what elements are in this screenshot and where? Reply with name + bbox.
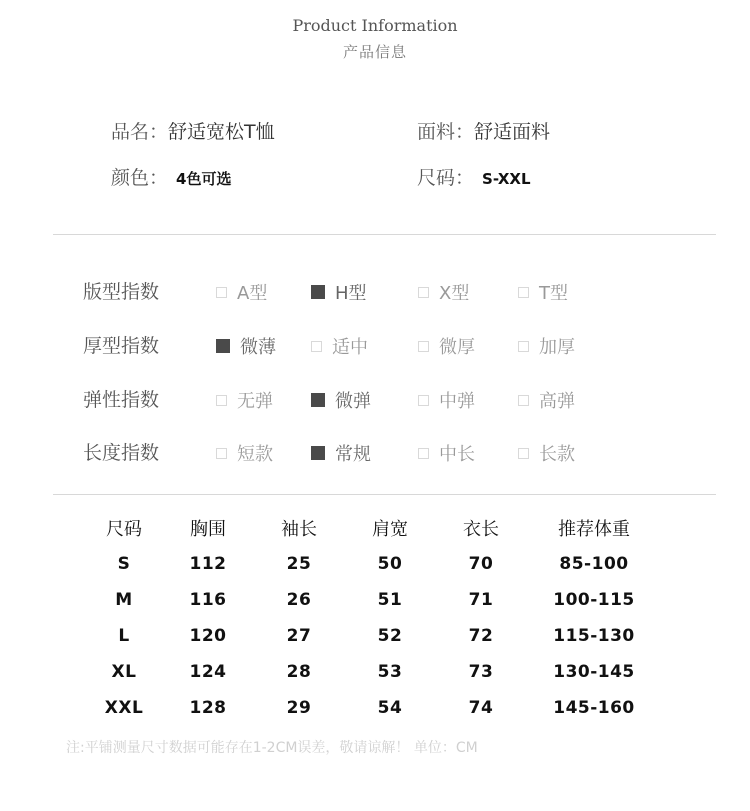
- unchecked-box-icon: [418, 395, 429, 406]
- info-color-value: 4色可选: [176, 170, 232, 188]
- table-header-cell: 胸围: [190, 519, 226, 540]
- header-title-en: Product Information: [292, 16, 458, 35]
- table-cell: XL: [111, 662, 137, 682]
- table-cell: L: [118, 626, 130, 646]
- index-option-label: 微薄: [240, 337, 276, 358]
- unchecked-box-icon: [216, 448, 227, 459]
- unchecked-box-icon: [518, 341, 529, 352]
- unchecked-box-icon: [418, 448, 429, 459]
- checked-box-icon: [311, 446, 325, 460]
- index-option: [216, 440, 273, 466]
- unchecked-box-icon: [518, 395, 529, 406]
- divider-bottom: [53, 494, 716, 495]
- info-fabric-label: 面料：: [417, 121, 475, 143]
- info-fabric-value: 舒适面料: [474, 121, 551, 143]
- measurement-note: 注:平铺测量尺寸数据可能存在1-2CM误差，敬请谅解！ 单位：CM: [66, 740, 478, 756]
- table-header-cell: 肩宽: [372, 519, 408, 540]
- header-title-zh: 产品信息: [342, 43, 407, 61]
- table-cell: 85-100: [559, 554, 629, 574]
- unchecked-box-icon: [216, 395, 227, 406]
- table-cell: 130-145: [553, 662, 635, 682]
- index-option: [311, 440, 371, 466]
- table-header-cell: 衣长: [463, 519, 499, 540]
- table-cell: 50: [377, 554, 403, 574]
- index-option-label: 中长: [439, 444, 475, 465]
- index-option-label: X型: [439, 283, 470, 304]
- table-cell: 116: [189, 590, 227, 610]
- table-cell: 52: [377, 626, 403, 646]
- index-option: [518, 279, 568, 305]
- index-option: [216, 279, 267, 305]
- index-option: [216, 387, 273, 413]
- index-option-label: 适中: [332, 337, 368, 358]
- unchecked-box-icon: [418, 341, 429, 352]
- unchecked-box-icon: [216, 287, 227, 298]
- table-cell: 120: [189, 626, 227, 646]
- info-size-value: S-XXL: [482, 170, 531, 188]
- table-cell: 28: [286, 662, 312, 682]
- table-cell: XXL: [104, 698, 144, 718]
- index-option-label: 无弹: [237, 391, 273, 412]
- index-label: 弹性指数: [83, 389, 160, 411]
- index-option: [311, 279, 367, 305]
- info-name-value: 舒适宽松T恤: [168, 121, 275, 143]
- table-cell: 74: [468, 698, 494, 718]
- index-option: [418, 333, 475, 359]
- table-cell: 70: [468, 554, 494, 574]
- index-label: 版型指数: [83, 281, 160, 303]
- table-cell: 51: [377, 590, 403, 610]
- index-option: [216, 333, 276, 359]
- checked-box-icon: [216, 339, 230, 353]
- table-cell: M: [115, 590, 133, 610]
- table-header-cell: 推荐体重: [558, 519, 630, 540]
- table-cell: 26: [286, 590, 312, 610]
- table-cell: 115-130: [553, 626, 635, 646]
- table-cell: 72: [468, 626, 494, 646]
- index-label: 长度指数: [83, 442, 160, 464]
- info-name: [111, 117, 275, 144]
- index-option-label: H型: [335, 283, 367, 304]
- unchecked-box-icon: [518, 287, 529, 298]
- index-option: [418, 387, 475, 413]
- checked-box-icon: [311, 393, 325, 407]
- info-fabric: [417, 117, 550, 144]
- index-option: [418, 440, 475, 466]
- info-size-label: 尺码：: [417, 167, 475, 189]
- table-header-cell: 袖长: [281, 519, 317, 540]
- table-cell: 128: [189, 698, 227, 718]
- table-cell: 27: [286, 626, 312, 646]
- table-cell: 25: [286, 554, 312, 574]
- index-option-label: 高弹: [539, 391, 575, 412]
- index-option: [518, 440, 575, 466]
- info-name-label: 品名：: [111, 121, 169, 143]
- table-cell: 54: [377, 698, 403, 718]
- table-cell: 29: [286, 698, 312, 718]
- index-option: [311, 387, 371, 413]
- index-option-label: 加厚: [539, 337, 575, 358]
- table-cell: 100-115: [553, 590, 635, 610]
- index-option-label: 短款: [237, 444, 273, 465]
- index-option: [518, 387, 575, 413]
- divider-top: [53, 234, 716, 235]
- checked-box-icon: [311, 285, 325, 299]
- index-option-label: 长款: [539, 444, 575, 465]
- table-cell: 73: [468, 662, 494, 682]
- unchecked-box-icon: [311, 341, 322, 352]
- index-option-label: 常规: [335, 444, 371, 465]
- index-option: [418, 279, 469, 305]
- index-option-label: 微弹: [335, 391, 371, 412]
- info-size: [417, 163, 531, 190]
- index-option: [311, 333, 368, 359]
- index-option-label: A型: [237, 283, 268, 304]
- table-cell: 112: [189, 554, 227, 574]
- unchecked-box-icon: [418, 287, 429, 298]
- index-option: [518, 333, 575, 359]
- unchecked-box-icon: [518, 448, 529, 459]
- table-cell: 71: [468, 590, 494, 610]
- table-cell: 53: [377, 662, 403, 682]
- table-cell: 124: [189, 662, 227, 682]
- index-option-label: 中弹: [439, 391, 475, 412]
- info-color-label: 颜色：: [111, 167, 169, 189]
- table-cell: S: [117, 554, 131, 574]
- table-header-cell: 尺码: [106, 519, 142, 540]
- index-option-label: 微厚: [439, 337, 475, 358]
- index-label: 厚型指数: [83, 335, 160, 357]
- info-color: [111, 163, 231, 190]
- index-option-label: T型: [539, 283, 568, 304]
- table-cell: 145-160: [553, 698, 635, 718]
